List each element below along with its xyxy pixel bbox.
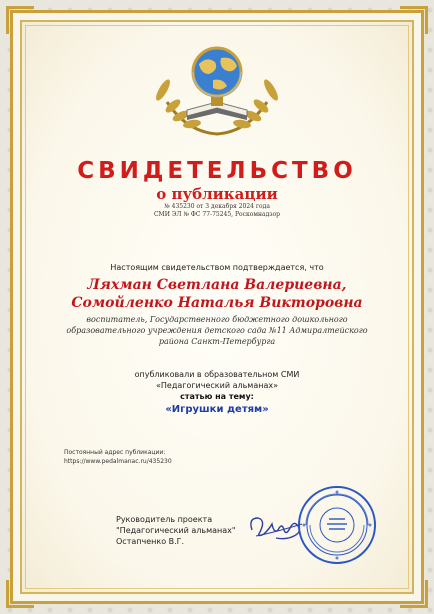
published-in-text: опубликовали в образовательном СМИ xyxy=(134,370,300,379)
address-label: Постоянный адрес публикации: xyxy=(64,449,166,456)
article-topic: «Игрушки детям» xyxy=(165,404,269,415)
confirmation-text: Настоящим свидетельством подтверждается, что xyxy=(110,263,324,272)
publication-url[interactable]: https://www.pedalmanac.ru/435230 xyxy=(64,458,172,465)
round-stamp-icon xyxy=(296,484,378,566)
frame-corner-ornament xyxy=(400,580,428,608)
certificate-title: СВИДЕТЕЛЬСТВО xyxy=(77,158,357,184)
registration-number: № 435230 от 3 декабря 2024 года xyxy=(164,203,270,210)
topic-label: статью на тему: xyxy=(180,392,254,401)
globe-book-laurel-icon xyxy=(147,40,287,140)
frame-corner-ornament xyxy=(400,6,428,34)
author-position: воспитатель, Государственного бюджетного дошкольного образовательного учреждения детского сада №11 Адмиралтейского района Санкт-Петербурга xyxy=(66,315,368,346)
signer-name: Остапченко В.Г. xyxy=(116,537,185,546)
signer-project: "Педагогический альманах" xyxy=(116,526,236,535)
frame-corner-ornament xyxy=(6,6,34,34)
frame-corner-ornament xyxy=(6,580,34,608)
signer-title: Руководитель проекта xyxy=(116,515,213,524)
certificate-subtitle: о публикации xyxy=(156,185,278,203)
author-name-1: Ляхман Светлана Валериевна, xyxy=(87,277,347,293)
media-registration: СМИ ЭЛ № ФС 77-75245, Роскомнадзор xyxy=(153,211,281,218)
journal-name: «Педагогический альманах» xyxy=(155,381,278,390)
author-name-2: Сомойленко Наталья Викторовна xyxy=(71,295,363,311)
